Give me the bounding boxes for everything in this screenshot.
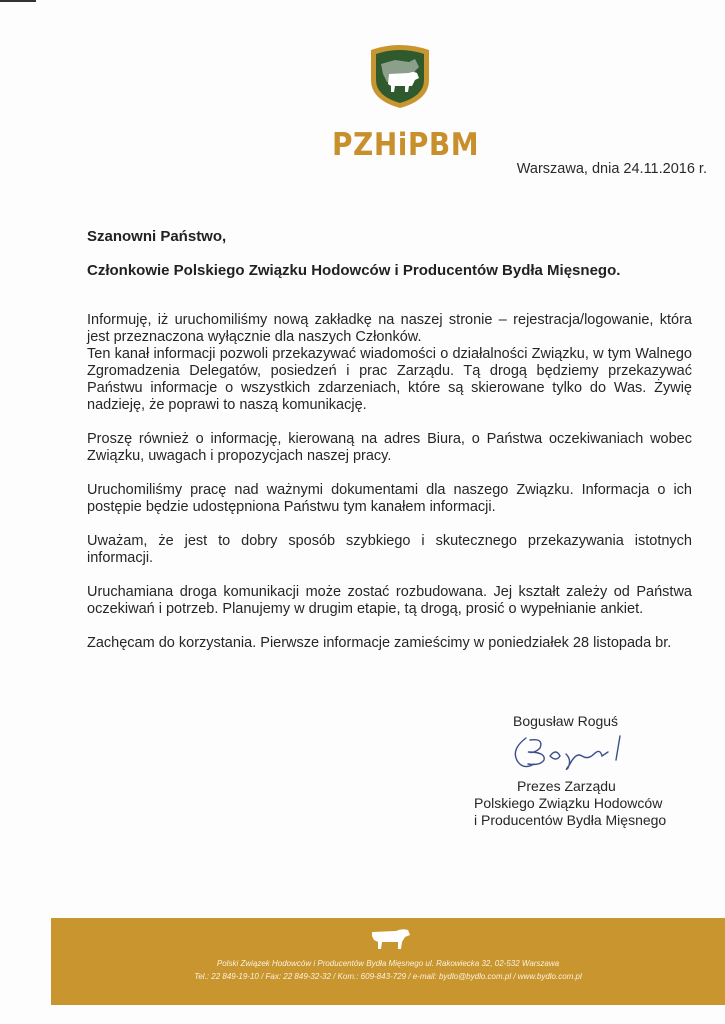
signatory-org-line-1: Polskiego Związku Hodowców bbox=[474, 795, 663, 811]
letter-date: Warszawa, dnia 24.11.2016 r. bbox=[516, 161, 707, 177]
body-paragraph-6: Uruchamiana droga komunikacji może zostać rozbudowana. Jej kształt zależy od Państwa oczekiwań i potrzeb. Planujemy w drugim etapie, tą drogą, prosić o wypełnianie ankiet. bbox=[87, 584, 692, 617]
letter-body bbox=[87, 312, 692, 669]
cow-icon bbox=[368, 926, 412, 950]
body-paragraph-2: Ten kanał informacji pozwoli przekazywać wiadomości o działalności Związku, w tym Walnego Zgromadzenia Delegatów, posiedzeń i prac Zarządu. Tą drogą będziemy przekazywać Państwu informacje o wszystkich zdarzeniach, które są skierowane tylko do Was. Żywię nadzieję, że poprawi to naszą komunikację. bbox=[87, 346, 692, 413]
salutation: Szanowni Państwo, bbox=[87, 228, 227, 245]
scan-corner-mark bbox=[0, 0, 36, 2]
handwritten-signature-icon bbox=[504, 730, 634, 774]
body-paragraph-7: Zachęcam do korzystania. Pierwsze informacje zamieścimy w poniedziałek 28 listopada br. bbox=[87, 635, 672, 651]
footer-address: Polski Związek Hodowców i Producentów Bydła Mięsnego ul. Rakowiecka 32, 02-532 Warszawa bbox=[216, 959, 560, 968]
signatory-org-line-2: i Producentów Bydła Mięsnego bbox=[474, 812, 667, 828]
footer-band bbox=[51, 918, 725, 1005]
signatory-role: Prezes Zarządu bbox=[517, 778, 616, 794]
shield-logo-icon bbox=[365, 40, 435, 110]
body-paragraph-3: Proszę również o informację, kierowaną na adres Biura, o Państwa oczekiwaniach wobec Związku, uwagach i propozycjach naszej pracy. bbox=[87, 431, 692, 464]
signatory-name: Bogusław Roguś bbox=[513, 713, 619, 729]
signature-block bbox=[474, 713, 704, 829]
footer-contacts: Tel.: 22 849-19-10 / Fax: 22 849-32-32 / Kom.: 609-843-729 / e-mail: bydlo@bydlo.com.pl / www.bydlo.com.pl bbox=[194, 972, 582, 981]
recipients-line: Członkowie Polskiego Związku Hodowców i Producentów Bydła Mięsnego. bbox=[87, 262, 621, 279]
body-paragraph-4: Uruchomiliśmy pracę nad ważnymi dokumentami dla naszego Związku. Informacja o ich postępie będzie udostępniona Państwu tym kanałem informacji. bbox=[87, 482, 692, 515]
body-paragraph-5: Uważam, że jest to dobry sposób szybkiego i skutecznego przekazywania istotnych informacji. bbox=[87, 533, 692, 566]
logo-wordmark: PZHiPBM bbox=[332, 126, 480, 163]
body-paragraph-1: Informuję, iż uruchomiliśmy nową zakładkę na naszej stronie – rejestracja/logowanie, która jest przeznaczona wyłącznie dla naszych Członków. bbox=[87, 312, 692, 345]
